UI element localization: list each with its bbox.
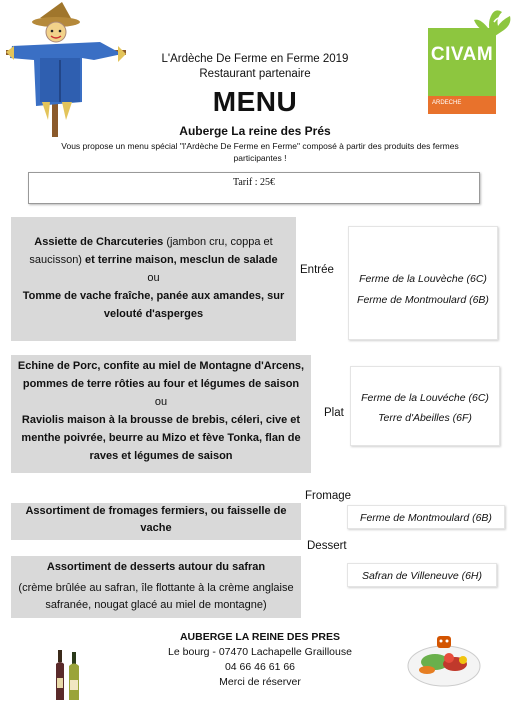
footer-note: Merci de réserver xyxy=(219,676,301,688)
entree-label: Entrée xyxy=(300,264,334,276)
plat-dish-1: Echine de Porc, confite au miel de Montagne d'Arcens, pommes de terre rôties au four et légumes de saison xyxy=(17,360,305,390)
scarecrow-illustration xyxy=(4,2,129,137)
civam-logo-text: CIVAM xyxy=(430,44,494,65)
fromage-dish-box xyxy=(11,503,301,540)
dessert-dish-detail: (crème brûlée au safran, île flottante à la crème anglaise safranée, nougat glacé au miel de montagne) xyxy=(18,582,294,611)
fromage-producer-1: Ferme de Montmoulard (6B) xyxy=(360,512,492,524)
fromage-producers-box xyxy=(347,505,505,529)
plat-producers-box xyxy=(350,366,500,446)
entree-dish-1-bold: Assiette de Charcuteries xyxy=(34,236,164,248)
plat-dish-2: Raviolis maison à la brousse de brebis, céleri, cive et menthe poivrée, beurre au Mizo et fève Tonka, flan de raves et légumes de saison xyxy=(21,414,301,462)
entree-producers-box xyxy=(348,226,498,340)
plat-producer-2: Terre d'Abeilles (6F) xyxy=(378,412,472,424)
entree-or: ou xyxy=(147,272,160,284)
entree-dish-2: Tomme de vache fraîche, panée aux amandes, sur velouté d'asperges xyxy=(22,290,285,320)
plat-or: ou xyxy=(154,396,168,408)
entree-dish-1-bold-2: et terrine maison, mesclun de salade xyxy=(85,254,278,266)
dessert-dish-title: Assortiment de desserts autour du safran xyxy=(46,561,266,573)
footer-address: Le bourg - 07470 Lachapelle Graillouse xyxy=(168,646,352,658)
dessert-dish-box xyxy=(11,556,301,618)
intro-text: Vous propose un menu spécial "l'Ardèche De Ferme en Ferme" composé à partir des produits des fermes participantes ! xyxy=(61,141,459,163)
restaurant-name: Auberge La reine des Prés xyxy=(179,124,331,138)
fromage-label: Fromage xyxy=(305,490,352,502)
entree-dish-1 xyxy=(17,233,290,269)
entree-dish-box xyxy=(11,217,296,341)
entree-producer-2: Ferme de Montmoulard (6B) xyxy=(357,294,489,306)
footer-contact xyxy=(140,630,380,690)
fromage-dish: Assortiment de fromages fermiers, ou faisselle de vache xyxy=(25,505,287,534)
tarif-text: Tarif : 25€ xyxy=(232,177,276,188)
civam-logo-subtext: ARDECHE xyxy=(432,100,462,106)
event-line-2: Restaurant partenaire xyxy=(199,68,311,80)
civam-logo xyxy=(428,6,514,110)
tarif-box xyxy=(28,172,480,204)
dessert-label: Dessert xyxy=(307,540,347,552)
plat-producer-1: Ferme de la Louvéche (6C) xyxy=(361,392,489,404)
plat-label: Plat xyxy=(324,407,344,419)
dessert-producer-1: Safran de Villeneuve (6H) xyxy=(361,570,483,582)
entree-producer-1: Ferme de la Louvèche (6C) xyxy=(359,273,487,285)
dessert-producers-box xyxy=(347,563,497,587)
entree-dish-1-detail: (jambon cru, coppa et saucisson) xyxy=(29,236,273,266)
page-title: MENU xyxy=(212,86,298,117)
wine-bottles-illustration xyxy=(54,650,84,702)
event-line-1: L'Ardèche De Ferme en Ferme 2019 xyxy=(161,53,349,65)
plat-dish-box xyxy=(11,355,311,473)
footer-restaurant-name: AUBERGE LA REINE DES PRES xyxy=(179,631,341,643)
footer-phone: 04 66 46 61 66 xyxy=(224,661,296,673)
food-plate-illustration xyxy=(405,632,483,690)
event-heading xyxy=(120,52,390,82)
